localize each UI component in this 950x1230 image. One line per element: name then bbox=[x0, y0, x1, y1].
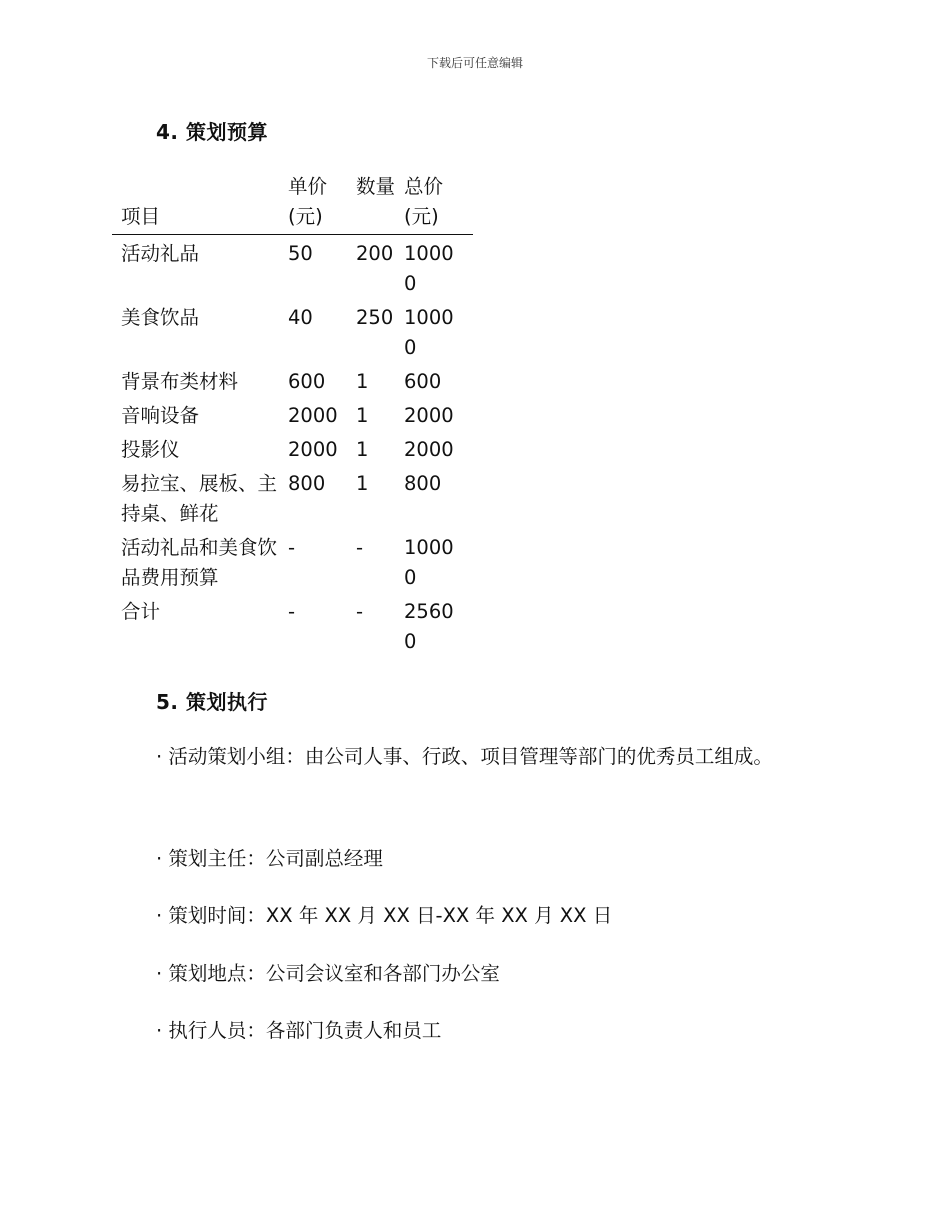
table-header-row bbox=[112, 172, 473, 235]
table-row bbox=[112, 303, 473, 363]
cell-quantity: - bbox=[356, 536, 364, 559]
table-row bbox=[112, 367, 473, 397]
cell-quantity: 1 bbox=[356, 438, 369, 461]
cell-unit-price: 600 bbox=[288, 370, 326, 393]
column-header-unit-price: 单价(元) bbox=[288, 175, 328, 228]
cell-unit-price: 50 bbox=[288, 242, 313, 265]
cell-unit-price: 800 bbox=[288, 472, 326, 495]
cell-total-price: 10000 bbox=[404, 242, 454, 295]
cell-total-price: 600 bbox=[404, 370, 442, 393]
cell-item: 音响设备 bbox=[121, 404, 200, 427]
column-header-quantity: 数量 bbox=[356, 175, 396, 198]
cell-unit-price: 40 bbox=[288, 306, 313, 329]
cell-quantity: 1 bbox=[356, 370, 369, 393]
cell-item: 易拉宝、展板、主持桌、鲜花 bbox=[121, 472, 278, 525]
table-body bbox=[112, 239, 473, 657]
cell-quantity: 1 bbox=[356, 472, 369, 495]
cell-total-price: 10000 bbox=[404, 306, 454, 359]
table-row bbox=[112, 469, 473, 529]
cell-total-price: 800 bbox=[404, 472, 442, 495]
cell-unit-price: - bbox=[288, 536, 296, 559]
cell-unit-price: 2000 bbox=[288, 438, 338, 461]
column-header-item: 项目 bbox=[121, 205, 161, 228]
section-heading-budget: 4. 策划预算 bbox=[156, 120, 268, 144]
cell-total-price: 25600 bbox=[404, 600, 454, 653]
page-header-note: 下载后可任意编辑 bbox=[426, 56, 523, 70]
cell-quantity: 200 bbox=[356, 242, 394, 265]
table-row bbox=[112, 597, 473, 657]
cell-item: 投影仪 bbox=[121, 438, 180, 461]
cell-item: 活动礼品和美食饮品费用预算 bbox=[121, 536, 278, 589]
cell-quantity: 1 bbox=[356, 404, 369, 427]
cell-total-price: 2000 bbox=[404, 404, 454, 427]
cell-quantity: 250 bbox=[356, 306, 394, 329]
cell-unit-price: 2000 bbox=[288, 404, 338, 427]
execution-item-director: · 策划主任：公司副总经理 bbox=[156, 847, 383, 870]
execution-item-location: · 策划地点：公司会议室和各部门办公室 bbox=[156, 962, 500, 985]
cell-item: 活动礼品 bbox=[121, 242, 200, 265]
cell-total-price: 2000 bbox=[404, 438, 454, 461]
table-row bbox=[112, 435, 473, 465]
execution-item-team: · 活动策划小组：由公司人事、行政、项目管理等部门的优秀员工组成。 bbox=[156, 745, 773, 768]
cell-total-price: 10000 bbox=[404, 536, 454, 589]
cell-item: 美食饮品 bbox=[121, 306, 200, 329]
cell-item: 背景布类材料 bbox=[121, 370, 239, 393]
cell-quantity: - bbox=[356, 600, 364, 623]
budget-table bbox=[112, 172, 473, 657]
execution-item-time: · 策划时间：XX 年 XX 月 XX 日-XX 年 XX 月 XX 日 bbox=[156, 904, 613, 927]
table-row bbox=[112, 533, 473, 593]
table-row bbox=[112, 239, 473, 299]
cell-item: 合计 bbox=[121, 600, 161, 623]
column-header-total-price: 总价(元) bbox=[404, 175, 444, 228]
section-heading-execution: 5. 策划执行 bbox=[156, 690, 268, 714]
execution-item-staff: · 执行人员：各部门负责人和员工 bbox=[156, 1019, 442, 1042]
cell-unit-price: - bbox=[288, 600, 296, 623]
table-row bbox=[112, 401, 473, 431]
